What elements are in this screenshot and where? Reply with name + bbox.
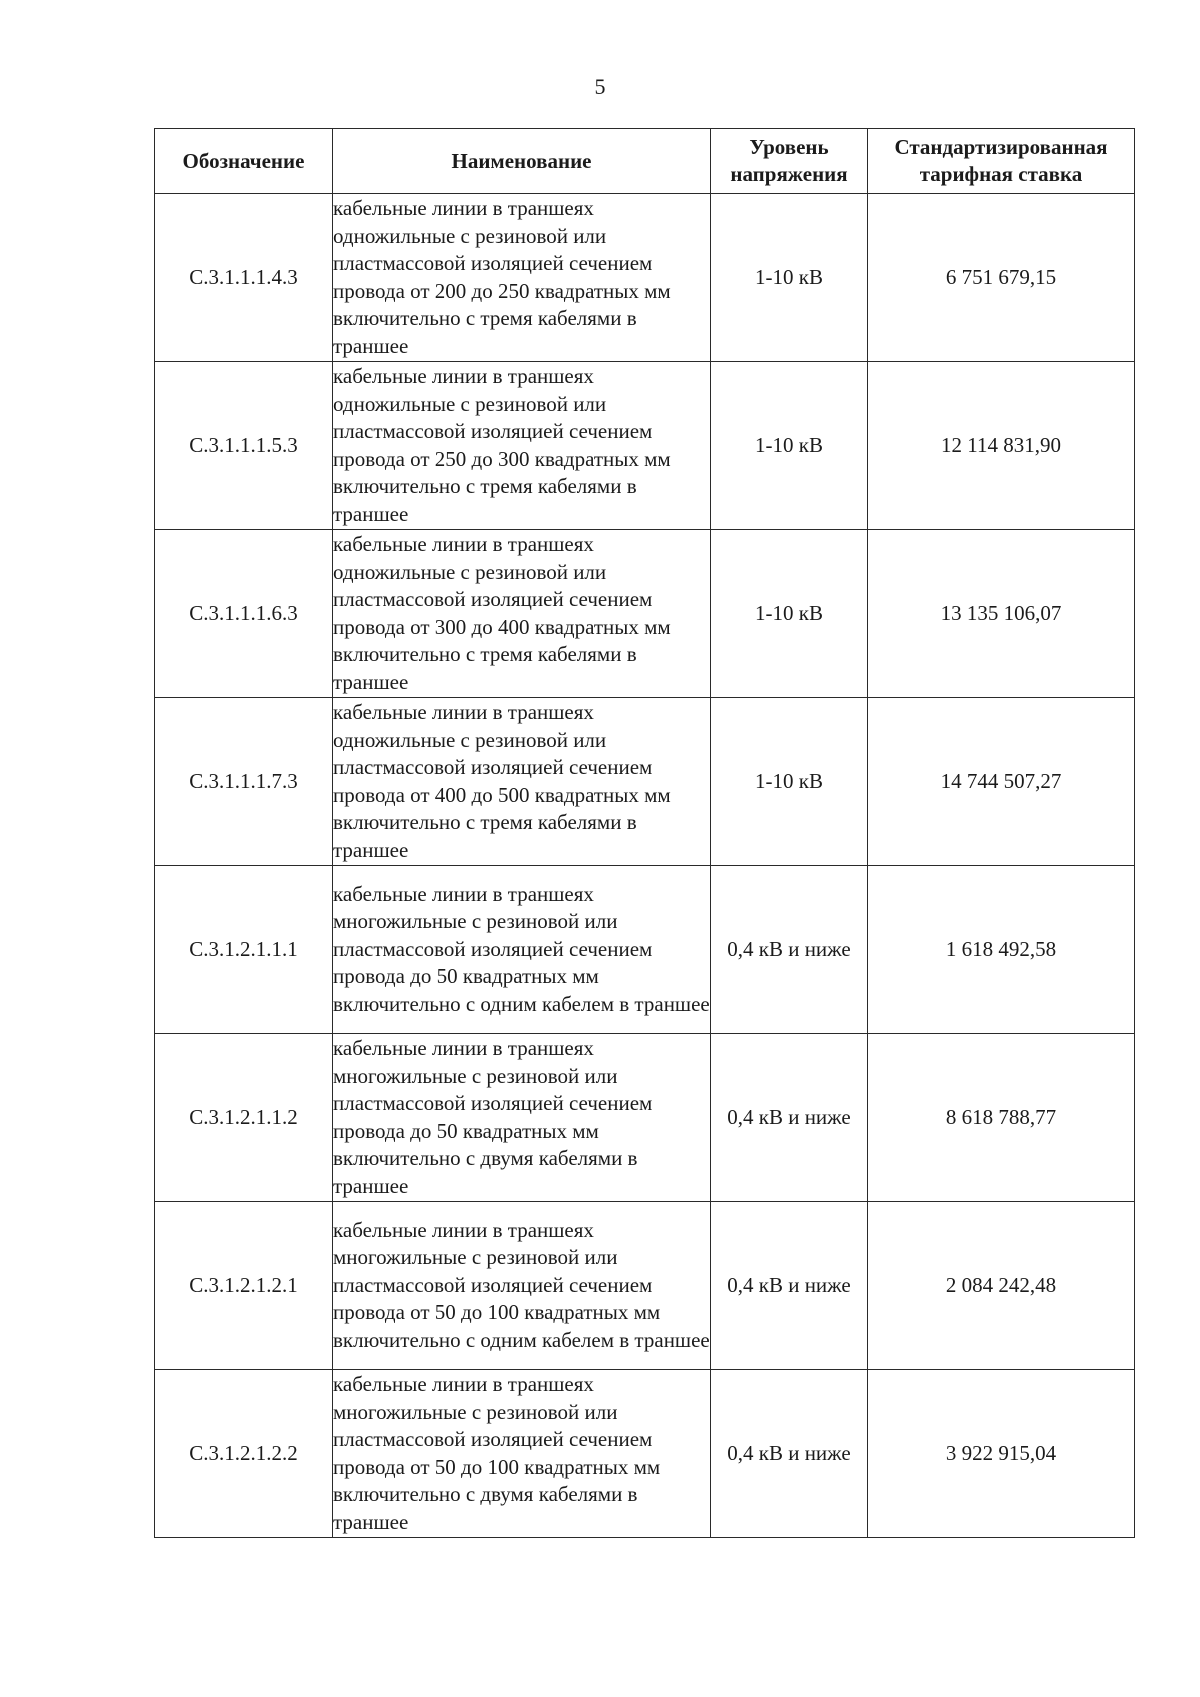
row-voltage: 0,4 кВ и ниже [711, 866, 868, 1034]
page-number: 5 [594, 74, 606, 99]
row-name: кабельные линии в траншеях одножильные с резиновой или пластмассовой изоляцией сечением провода от 400 до 500 квадратных мм включительно с тремя кабелями в траншее [333, 698, 711, 866]
table-header-row [155, 129, 1135, 194]
row-voltage: 1-10 кВ [711, 530, 868, 698]
row-code: С.3.1.1.1.4.3 [155, 194, 333, 362]
row-rate: 13 135 106,07 [868, 530, 1135, 698]
table-row [155, 194, 1135, 362]
row-rate: 3 922 915,04 [868, 1370, 1135, 1538]
row-rate: 8 618 788,77 [868, 1034, 1135, 1202]
row-name: кабельные линии в траншеях одножильные с резиновой или пластмассовой изоляцией сечением провода от 300 до 400 квадратных мм включительно с тремя кабелями в траншее [333, 530, 711, 698]
row-code: С.3.1.2.1.1.1 [155, 866, 333, 1034]
table-row [155, 698, 1135, 866]
table-row [155, 362, 1135, 530]
row-rate: 2 084 242,48 [868, 1202, 1135, 1370]
header-rate: Стандартизированная тарифная ставка [868, 129, 1135, 194]
row-voltage: 1-10 кВ [711, 698, 868, 866]
row-code: С.3.1.2.1.2.2 [155, 1370, 333, 1538]
row-code: С.3.1.1.1.7.3 [155, 698, 333, 866]
row-name: кабельные линии в траншеях многожильные с резиновой или пластмассовой изоляцией сечением провода до 50 квадратных мм включительно с одним кабелем в траншее [333, 866, 711, 1034]
table-row [155, 530, 1135, 698]
row-rate: 14 744 507,27 [868, 698, 1135, 866]
row-rate: 1 618 492,58 [868, 866, 1135, 1034]
row-code: С.3.1.1.1.6.3 [155, 530, 333, 698]
row-name: кабельные линии в траншеях одножильные с резиновой или пластмассовой изоляцией сечением провода от 250 до 300 квадратных мм включительно с тремя кабелями в траншее [333, 362, 711, 530]
tariff-table [154, 128, 1135, 1538]
header-name: Наименование [333, 129, 711, 194]
table-row [155, 866, 1135, 1034]
row-voltage: 0,4 кВ и ниже [711, 1034, 868, 1202]
row-voltage: 0,4 кВ и ниже [711, 1370, 868, 1538]
row-code: С.3.1.2.1.2.1 [155, 1202, 333, 1370]
row-voltage: 1-10 кВ [711, 194, 868, 362]
header-code: Обозначение [155, 129, 333, 194]
row-name: кабельные линии в траншеях одножильные с резиновой или пластмассовой изоляцией сечением провода от 200 до 250 квадратных мм включительно с тремя кабелями в траншее [333, 194, 711, 362]
row-rate: 6 751 679,15 [868, 194, 1135, 362]
table-row [155, 1202, 1135, 1370]
row-voltage: 0,4 кВ и ниже [711, 1202, 868, 1370]
table-row [155, 1370, 1135, 1538]
header-voltage: Уровень напряжения [711, 129, 868, 194]
row-name: кабельные линии в траншеях многожильные с резиновой или пластмассовой изоляцией сечением провода до 50 квадратных мм включительно с двумя кабелями в траншее [333, 1034, 711, 1202]
table-row [155, 1034, 1135, 1202]
row-code: С.3.1.2.1.1.2 [155, 1034, 333, 1202]
row-name: кабельные линии в траншеях многожильные с резиновой или пластмассовой изоляцией сечением провода от 50 до 100 квадратных мм включительно с двумя кабелями в траншее [333, 1370, 711, 1538]
row-rate: 12 114 831,90 [868, 362, 1135, 530]
row-voltage: 1-10 кВ [711, 362, 868, 530]
row-code: С.3.1.1.1.5.3 [155, 362, 333, 530]
row-name: кабельные линии в траншеях многожильные с резиновой или пластмассовой изоляцией сечением провода от 50 до 100 квадратных мм включительно с одним кабелем в траншее [333, 1202, 711, 1370]
